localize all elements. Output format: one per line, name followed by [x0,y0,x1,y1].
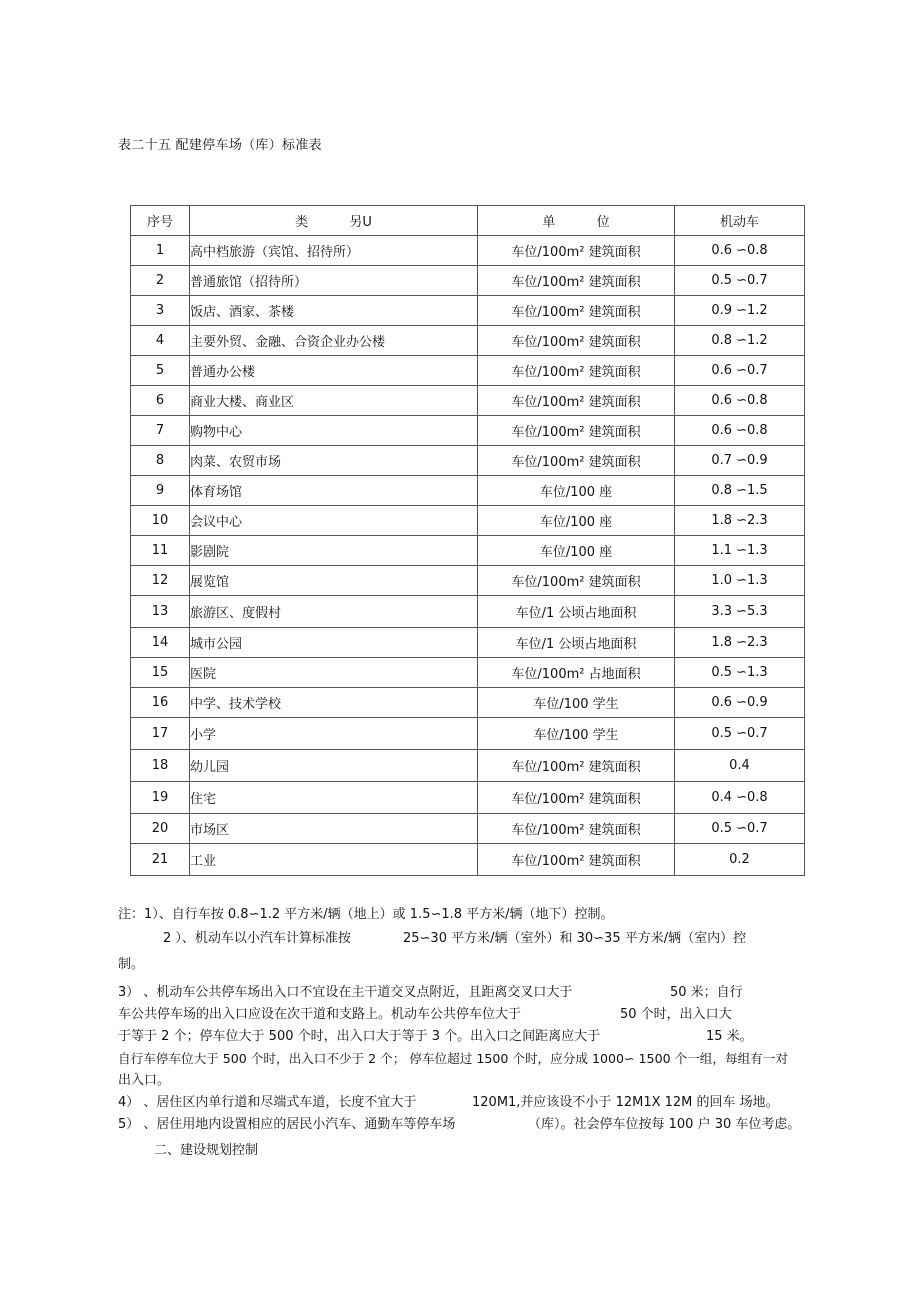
header-category: 类 另U [190,206,478,236]
row-unit: 车位/100m² 建筑面积 [478,266,675,296]
table-row [131,718,805,750]
note-2c: 制。 [118,957,145,972]
row-category: 中学、技术学校 [190,688,478,718]
header-unit: 单 位 [478,206,675,236]
row-category: 饭店、酒家、茶楼 [190,296,478,326]
row-category: 普通办公楼 [190,356,478,386]
row-category: 市场区 [190,814,478,844]
row-category: 高中档旅游（宾馆、招待所） [190,236,478,266]
note-3e: 于等于 2 个；停车位大于 500 个时，出入口大于等于 3 个。出入口之间距离应大于 [118,1029,601,1044]
table-row [131,688,805,718]
row-value: 0.5 ∽0.7 [675,718,805,750]
row-no: 10 [131,506,190,536]
row-category: 主要外贸、金融、合资企业办公楼 [190,326,478,356]
row-no: 8 [131,446,190,476]
note-3f: 15 米。 [706,1029,753,1044]
table-row [131,326,805,356]
row-no: 16 [131,688,190,718]
row-unit: 车位/100m² 建筑面积 [478,296,675,326]
row-no: 18 [131,750,190,782]
row-no: 17 [131,718,190,750]
row-value: 3.3 ∽5.3 [675,596,805,628]
row-unit: 车位/1 公顷占地面积 [478,628,675,658]
note-5b: （库）。社会停车位按每 100 户 30 车位考虑。 [528,1117,801,1132]
table-row [131,844,805,876]
row-value: 1.8 ∽2.3 [675,628,805,658]
note-4a: 4） 、居住区内单行道和尽端式车道，长度不宜大于 [118,1095,417,1110]
row-no: 11 [131,536,190,566]
note-4b: 120M1,并应该设不小于 12M1X 12M 的回车 场地。 [472,1095,779,1110]
row-value: 0.7 ∽0.9 [675,446,805,476]
row-value: 0.5 ∽1.3 [675,658,805,688]
parking-standard-table [130,205,805,876]
table-row [131,658,805,688]
note-3d: 50 个时，出入口大 [620,1007,732,1022]
row-category: 展览馆 [190,566,478,596]
row-no: 3 [131,296,190,326]
table-row [131,596,805,628]
row-value: 0.9 ∽1.2 [675,296,805,326]
table-row [131,446,805,476]
row-unit: 车位/100m² 建筑面积 [478,386,675,416]
note-3h: 出入口。 [118,1073,171,1088]
table-row [131,416,805,446]
row-no: 9 [131,476,190,506]
row-value: 0.2 [675,844,805,876]
row-value: 1.1 ∽1.3 [675,536,805,566]
row-value: 0.8 ∽1.2 [675,326,805,356]
row-no: 14 [131,628,190,658]
row-category: 小学 [190,718,478,750]
row-unit: 车位/100m² 占地面积 [478,658,675,688]
table-row [131,386,805,416]
row-no: 15 [131,658,190,688]
section-heading: 二、建设规划控制 [154,1143,259,1158]
row-value: 0.4 [675,750,805,782]
row-category: 会议中心 [190,506,478,536]
row-unit: 车位/1 公顷占地面积 [478,596,675,628]
row-category: 购物中心 [190,416,478,446]
row-value: 0.6 ∽0.9 [675,688,805,718]
row-unit: 车位/100m² 建筑面积 [478,844,675,876]
row-category: 肉菜、农贸市场 [190,446,478,476]
note-3g: 自行车停车位大于 500 个时，出入口不少于 2 个； 停车位超过 1500 个时，应分成 1000∽ 1500 个一组，每组有一对 [118,1051,788,1066]
row-value: 0.5 ∽0.7 [675,266,805,296]
table-row [131,566,805,596]
row-value: 0.6 ∽0.8 [675,386,805,416]
row-category: 城市公园 [190,628,478,658]
row-unit: 车位/100 学生 [478,718,675,750]
header-value: 机动车 [675,206,805,236]
row-unit: 车位/100m² 建筑面积 [478,814,675,844]
table-row [131,296,805,326]
row-unit: 车位/100m² 建筑面积 [478,236,675,266]
row-unit: 车位/100 座 [478,506,675,536]
note-3a: 3） 、机动车公共停车场出入口不宜设在主干道交叉点附近，且距离交叉口大于 [118,985,573,1000]
note-1: 注：1）、自行车按 0.8∽1.2 平方米/辆（地上）或 1.5∽1.8 平方米/辆（地下）控制。 [118,907,614,922]
row-no: 20 [131,814,190,844]
row-unit: 车位/100m² 建筑面积 [478,446,675,476]
row-category: 普通旅馆（招待所） [190,266,478,296]
row-category: 幼儿园 [190,750,478,782]
table-row [131,782,805,814]
row-no: 4 [131,326,190,356]
row-no: 12 [131,566,190,596]
table-row [131,356,805,386]
note-3b: 50 米；自行 [670,985,743,1000]
row-category: 影剧院 [190,536,478,566]
row-no: 6 [131,386,190,416]
row-unit: 车位/100m² 建筑面积 [478,566,675,596]
table-row [131,266,805,296]
table-row [131,750,805,782]
row-value: 0.5 ∽0.7 [675,814,805,844]
row-value: 1.0 ∽1.3 [675,566,805,596]
table-header-row [131,206,805,236]
row-value: 0.6 ∽0.8 [675,416,805,446]
row-value: 1.8 ∽2.3 [675,506,805,536]
note-5a: 5） 、居住用地内设置相应的居民小汽车、通勤车等停车场 [118,1117,456,1132]
row-value: 0.4 ∽0.8 [675,782,805,814]
row-no: 1 [131,236,190,266]
row-no: 2 [131,266,190,296]
row-unit: 车位/100 座 [478,476,675,506]
row-unit: 车位/100m² 建筑面积 [478,750,675,782]
note-2b: 25∽30 平方米/辆（室外）和 30∽35 平方米/辆（室内）控 [403,931,747,946]
row-category: 体育场馆 [190,476,478,506]
row-category: 医院 [190,658,478,688]
row-no: 7 [131,416,190,446]
row-no: 21 [131,844,190,876]
table-row [131,628,805,658]
table-row [131,814,805,844]
table-row [131,476,805,506]
row-category: 商业大楼、商业区 [190,386,478,416]
row-unit: 车位/100m² 建筑面积 [478,356,675,386]
row-value: 0.6 ∽0.8 [675,236,805,266]
row-unit: 车位/100m² 建筑面积 [478,416,675,446]
row-category: 旅游区、度假村 [190,596,478,628]
row-value: 0.8 ∽1.5 [675,476,805,506]
row-no: 5 [131,356,190,386]
row-value: 0.6 ∽0.7 [675,356,805,386]
note-3c: 车公共停车场的出入口应设在次干道和支路上。机动车公共停车位大于 [118,1007,522,1022]
table-row [131,506,805,536]
header-no: 序号 [131,206,190,236]
row-unit: 车位/100 学生 [478,688,675,718]
table-row [131,536,805,566]
row-category: 工业 [190,844,478,876]
row-no: 19 [131,782,190,814]
row-category: 住宅 [190,782,478,814]
row-unit: 车位/100 座 [478,536,675,566]
row-no: 13 [131,596,190,628]
table-caption: 表二十五 配建停车场（库）标准表 [118,138,322,153]
row-unit: 车位/100m² 建筑面积 [478,782,675,814]
row-unit: 车位/100m² 建筑面积 [478,326,675,356]
note-2a: 2 ）、机动车以小汽车计算标准按 [163,931,351,946]
table-row [131,236,805,266]
